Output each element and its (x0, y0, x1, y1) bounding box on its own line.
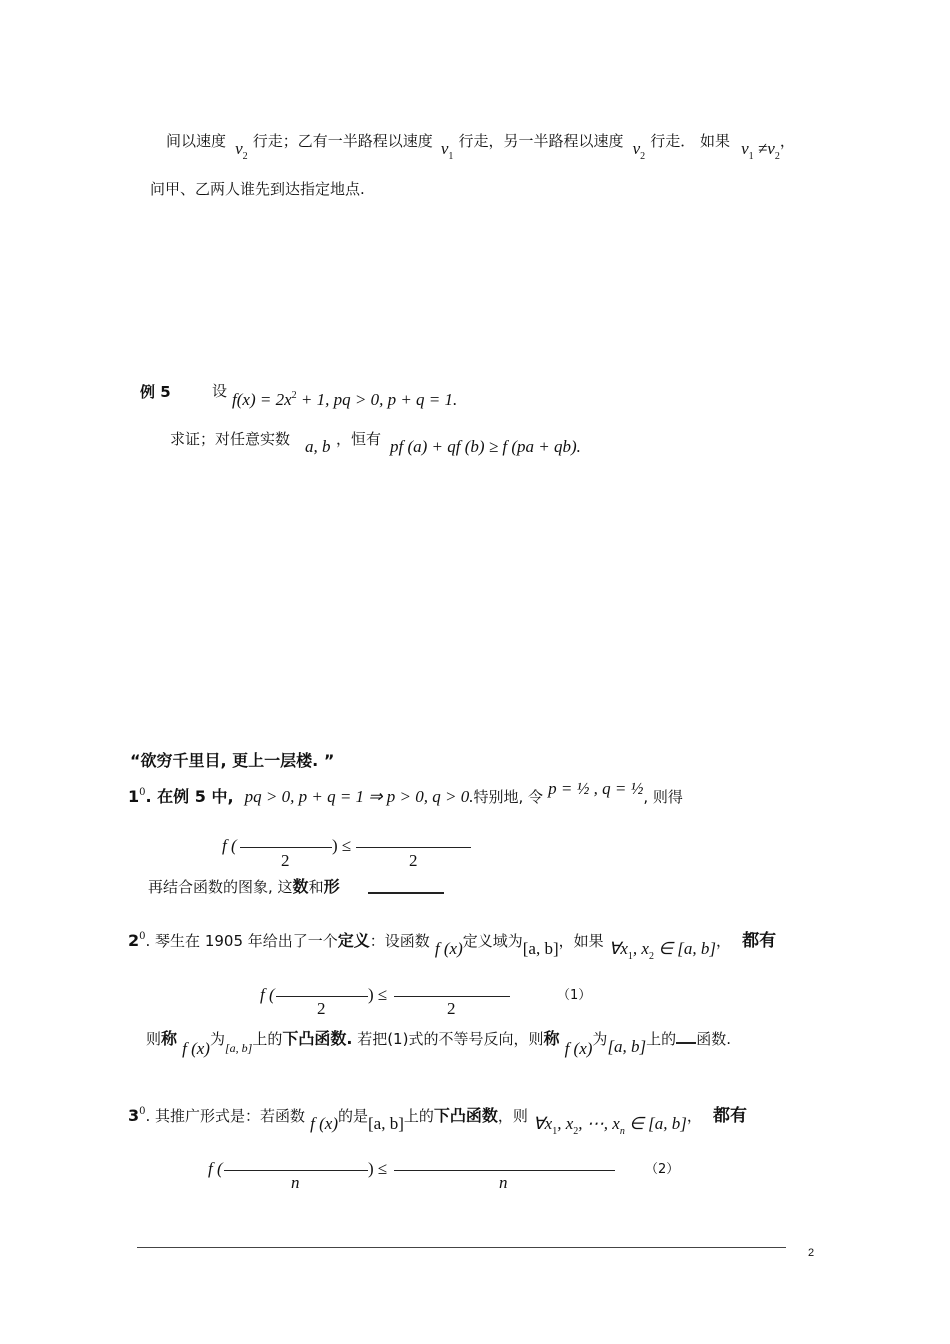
v2-symbol (235, 139, 248, 162)
f-open: f ( (208, 1159, 223, 1178)
denominator: n (291, 1173, 300, 1192)
hengyou: ，恒有 (336, 430, 382, 448)
quote-heading: “欲穷千里目, 更上一层楼. ” (130, 751, 335, 770)
text: ，则 (497, 1107, 528, 1125)
text: , 则得 (643, 788, 683, 806)
item-number: 1 (128, 787, 140, 806)
text: 定义域为 (462, 932, 523, 950)
text: ，如果 (558, 932, 604, 950)
degree: 0 (139, 787, 146, 798)
forall-math (533, 1114, 687, 1137)
text: 行走． 如果 (650, 132, 731, 150)
item-1 (128, 779, 683, 807)
text: 函数. (696, 1030, 731, 1048)
fraction-line (356, 847, 471, 848)
subscript: 2 (648, 951, 654, 962)
text: 再结合函数的图象, 这 (148, 878, 293, 896)
item-1-line-2 (148, 874, 340, 897)
prove-text: 求证；对任意实数 (170, 430, 291, 448)
math: [a, b] (224, 1041, 253, 1055)
fraction-line (394, 1170, 615, 1171)
text: 为 (592, 1030, 608, 1048)
formula-part: (x) = 2x (236, 390, 292, 409)
text: 特别地, 令 (473, 788, 544, 806)
math: f (x) (564, 1039, 593, 1058)
bold-text: 下凸函数 (433, 1106, 498, 1125)
neq-math (741, 139, 780, 162)
math: [a, b] (607, 1037, 647, 1056)
text: ， (686, 1107, 702, 1125)
fraction-line (224, 1170, 368, 1171)
text: 上的 (403, 1107, 434, 1125)
subscript: n (619, 1126, 625, 1137)
text: ， (716, 932, 732, 950)
v: v (440, 139, 449, 158)
math: f (x) (434, 939, 463, 958)
forall: ∀x (608, 939, 628, 958)
text: 若把(1)式的不等号反向，则 (352, 1030, 544, 1048)
item-3 (128, 1101, 747, 1137)
v: v (741, 139, 749, 158)
answer-blank (676, 1042, 696, 1044)
text: 行走；乙有一半路程以速度 (252, 132, 433, 150)
equation-number: （1） (557, 988, 592, 1003)
bold-text: 都有 (712, 1106, 747, 1126)
math: ∈ [a, b] (653, 939, 717, 958)
top-line-1 (166, 130, 795, 162)
math: pq > 0, p + q = 1 ⇒ p > 0, q > 0. (244, 787, 474, 806)
f-open: f ( (260, 985, 275, 1004)
text: 行走，另一半路程以速度 (458, 132, 624, 150)
f-close: ) ≤ (368, 985, 388, 1004)
neq: ≠ (757, 139, 768, 158)
text: . 琴生在 1905 年给出了一个 (145, 932, 338, 950)
math: f (x) (182, 1039, 210, 1058)
example-label: 例 5 (140, 383, 171, 401)
f: f (232, 390, 237, 409)
text: 上的 (646, 1030, 677, 1048)
math: [a, b] (522, 939, 559, 958)
bold-text: 称 (161, 1029, 178, 1048)
bold-text: 定义 (337, 931, 370, 950)
f-open: f ( (222, 836, 237, 855)
text: 的是 (338, 1107, 369, 1125)
top-line-2: 问甲、乙两人谁先到达指定地点. (150, 180, 365, 198)
math: p = ½ , q = ½ (548, 779, 644, 798)
denominator: 2 (447, 999, 456, 1018)
text: . 在例 5 中, (145, 787, 234, 806)
denominator: 2 (281, 851, 290, 870)
text: ：设函数 (369, 932, 430, 950)
answer-blank (368, 892, 444, 894)
math: [a, b] (368, 1114, 404, 1133)
math: , ⋯, x (578, 1114, 620, 1133)
f-close: ) ≤ (368, 1159, 388, 1178)
math: , x (557, 1114, 574, 1133)
subscript: 2 (774, 151, 780, 162)
text: 和 (308, 878, 324, 896)
subscript: 1 (627, 951, 633, 962)
fraction-line (240, 847, 332, 848)
text: . 其推广形式是：若函数 (145, 1107, 306, 1125)
forall-math (608, 939, 717, 962)
v: v (235, 139, 243, 158)
f-close: ) ≤ (332, 836, 352, 855)
item-number: 2 (128, 931, 140, 950)
v: v (767, 139, 775, 158)
bold-text: 都有 (742, 931, 777, 951)
subscript: 2 (640, 151, 646, 162)
ab-vars: a, b (305, 437, 331, 456)
fraction-line (276, 996, 368, 997)
degree: 0 (139, 1106, 146, 1117)
she: 设 (212, 382, 228, 400)
bold-text: 形 (323, 877, 340, 896)
text: 间以速度 (166, 132, 227, 150)
text: 为 (209, 1030, 225, 1048)
ex5-inequality: pf (a) + qf (b) ≥ f (pa + qb). (390, 437, 581, 456)
bold-text: 下凸函数. (282, 1029, 353, 1048)
formula-part: + 1, pq > 0, p + q = 1. (296, 390, 458, 409)
forall: ∀x (533, 1114, 553, 1133)
equation-number: （2） (645, 1162, 680, 1177)
subscript: 1 (552, 1126, 558, 1137)
fraction-line (394, 996, 510, 997)
page-number: 2 (808, 1247, 815, 1259)
denominator: n (499, 1173, 508, 1192)
text: 上的 (252, 1030, 283, 1048)
subscript: 2 (573, 1126, 579, 1137)
v2-symbol (632, 139, 646, 162)
item-2-line-2 (146, 1026, 731, 1058)
item-2 (128, 926, 777, 962)
footer-rule (137, 1247, 786, 1248)
bold-text: 称 (543, 1029, 560, 1048)
subscript: 1 (448, 151, 454, 162)
subscript: 1 (748, 151, 754, 162)
subscript: 2 (242, 151, 248, 162)
denominator: 2 (317, 999, 326, 1018)
comma: ， (779, 132, 795, 150)
math: , x (632, 939, 649, 958)
math: ∈ [a, b] (624, 1114, 687, 1133)
math: f (x) (310, 1114, 338, 1133)
bold-text: 数 (292, 877, 309, 896)
text: 则 (146, 1030, 162, 1048)
denominator: 2 (409, 851, 418, 870)
item-number: 3 (128, 1106, 140, 1125)
v1-symbol (440, 139, 454, 162)
superscript: 2 (291, 390, 297, 401)
v: v (632, 139, 641, 158)
ex5-formula (232, 390, 457, 410)
degree: 0 (139, 931, 146, 942)
